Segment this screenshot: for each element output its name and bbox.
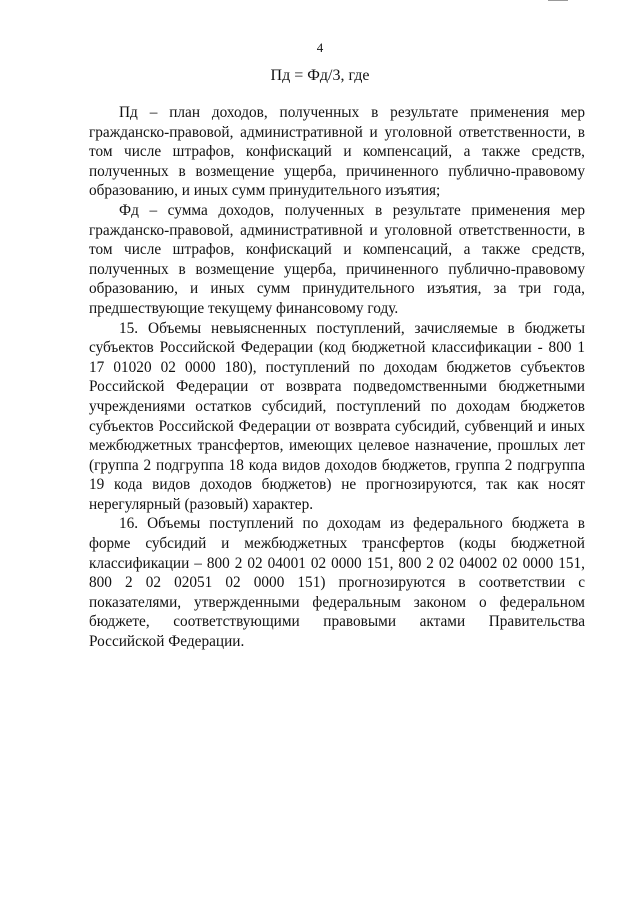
paragraph-pd-definition: Пд – план доходов, полученных в результате применения мер гражданско-правовой, административной и уголовной ответственности, в том числе штрафов, конфискаций и компенсаций, а также средств, полученных в возмещение ущерба, причиненного публично-правовому образованию, и иных сумм принудительного изъятия;	[89, 104, 585, 200]
document-body	[89, 103, 585, 652]
formula-heading: Пд = Фд/3, где	[270, 67, 370, 84]
paragraph-fd-definition: Фд – сумма доходов, полученных в результате применения мер гражданско-правовой, административной и уголовной ответственности, в том числе штрафов, конфискаций и компенсаций, а также средств, полученных в возмещение ущерба, причиненного публично-правовому образованию, и иных сумм принудительного изъятия, за три года, предшествующие текущему финансовому году.	[89, 201, 585, 317]
page-number: 4	[316, 40, 324, 55]
scan-artifact	[548, 0, 568, 1]
paragraph-15: 15. Объемы невыясненных поступлений, зачисляемые в бюджеты субъектов Российской Федерации (код бюджетной классификации - 800 1 17 01020 02 0000 180), поступлений по доходам бюджетов субъектов Российской Федерации от возврата подведомственными бюджетными учреждениями остатков субсидий, поступлений по доходам бюджетов субъектов Российской Федерации от возврата субсидий, субвенций и иных межбюджетных трансфертов, имеющих целевое назначение, прошлых лет (группа 2 подгруппа 18 кода видов доходов бюджетов, группа 2 подгруппа 19 кода видов доходов бюджетов) не прогнозируются, так как носят нерегулярный (разовый) характер.	[89, 319, 585, 513]
paragraph-16: 16. Объемы поступлений по доходам из федерального бюджета в форме субсидий и межбюджетных трансфертов (коды бюджетной классификации – 800 2 02 04001 02 0000 151, 800 2 02 04002 02 0000 151, 800 2 02 02051 02 0000 151) прогнозируются в соответствии с показателями, утвержденными федеральным законом о федеральном бюджете, соответствующими правовыми актами Правительства Российской Федерации.	[89, 515, 585, 651]
